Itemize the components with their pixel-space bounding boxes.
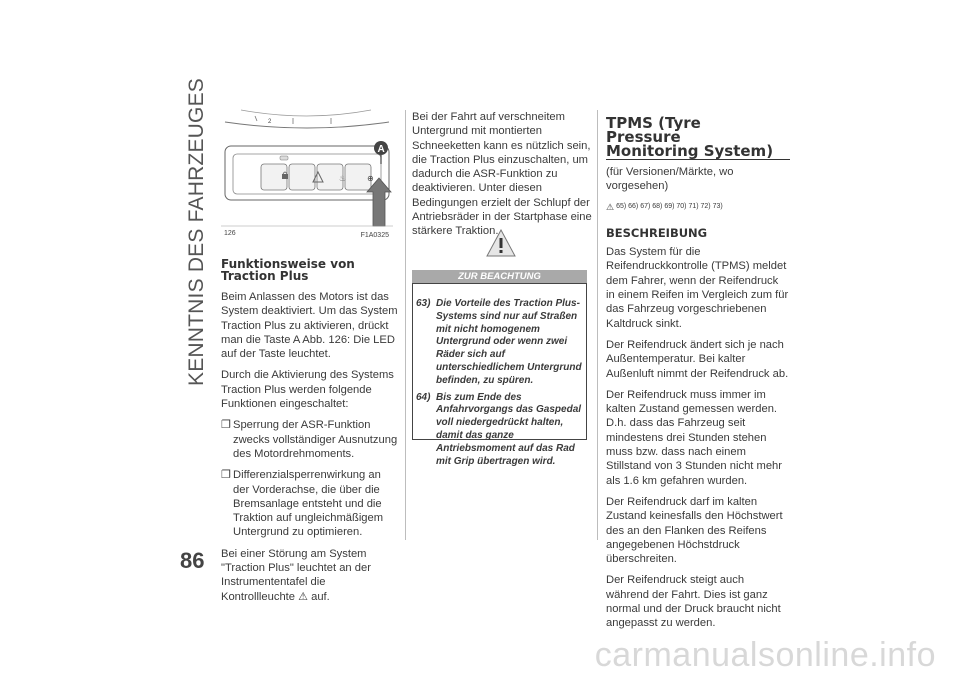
page-number: 86 <box>180 548 205 573</box>
subtitle: (für Versionen/Märkte, wo vorgesehen) <box>606 166 734 193</box>
heading-tpms: TPMS (Tyre Pressure Monitoring System) <box>606 114 774 160</box>
column-2 <box>412 110 592 246</box>
dashboard-button-illustration <box>221 108 393 242</box>
warning-list <box>416 298 586 470</box>
paragraph: Der Reifendruck ändert sich je nach Außentemperatur. Bei kalter Außenluft nimmt der Reifendruck ab. <box>606 338 789 380</box>
warning-lamp-icon: ⚠ <box>298 590 308 603</box>
list-item: ❐ Differenzialsperrenwirkung an der Vorderachse, die über die Bremsanlage entsteht und die Traktion auf ungleichmäßigem Untergrund zu optimieren. <box>221 469 384 539</box>
paragraph: Durch die Aktivierung des Systems Traction Plus werden folgende Funktionen eingeschaltet: <box>221 369 394 411</box>
section-title: BESCHREIBUNG <box>606 225 708 240</box>
warning-triangle-icon: ⚠ <box>606 201 615 212</box>
heading-traction-plus: Funktionsweise von Traction Plus <box>221 257 355 283</box>
warning-box-title: ZUR BEACHTUNG <box>412 270 587 284</box>
paragraph: Der Reifendruck muss immer im kalten Zustand gemessen werden. D.h. dass das Fahrzeug seit mindestens drei Stunden stehen muss bzw. dass nach einem Stillstand von 3 Stunden nicht mehr als 1.6 km gefahren wurden. <box>606 388 782 487</box>
dial-number: 2 <box>268 119 272 125</box>
warning-triangle-icon <box>486 229 516 257</box>
paragraph: Der Reifendruck steigt auch während der Fahrt. Dies ist ganz normal und der Druck braucht nicht angepasst zu werden. <box>606 574 781 630</box>
column-3 <box>606 116 790 638</box>
checkbox-bullet-icon: ❐ <box>221 469 231 482</box>
callout-label-a: A <box>377 144 385 155</box>
paragraph: Bei einer Störung am System "Traction Plus" leuchtet an der Instrumententafel die Kontrollleuchte ⚠ auf. <box>221 547 371 603</box>
warning-item: 63) Die Vorteile des Traction Plus-Systems sind nur auf Straßen mit nicht homogenem Untergrund oder wenn zwei Räder sich auf unterschiedlichem Untergrund befinden, zu spüren. <box>416 298 582 386</box>
side-section-title: KENNTNIS DES FAHRZEUGES <box>185 78 208 386</box>
column-divider <box>405 110 406 540</box>
paragraph: Beim Anlassen des Motors ist das System deaktiviert. Um das System Traction Plus zu aktivieren, drückt man die Taste A Abb. 126: Die LED auf der Taste leuchtet. <box>221 291 398 361</box>
paragraph: Bei der Fahrt auf verschneitem Untergrund mit montierten Schneeketten kann es nützlich sein, die Traction Plus einzuschalten, um dadurch die ASR-Funktion zu deaktivieren. Unter diesen Bedingungen erzielt der Schlupf der Antriebsräder in der Startphase eine stärkere Traktion. <box>412 111 592 238</box>
figure-126-dashboard-buttons <box>221 108 393 242</box>
paragraph: Das System für die Reifendruckkontrolle (TPMS) meldet dem Fahrer, wenn der Reifendruck in einem Reifen im Vergleich zum für das Fahrzeug vorgeschriebenen Kaltdruck sinkt. <box>606 246 789 330</box>
column-1 <box>221 258 399 611</box>
svg-text:⊕: ⊕ <box>367 174 374 183</box>
svg-text:♨: ♨ <box>339 174 347 183</box>
warning-item: 64) Bis zum Ende des Anfahrvorgangs das Gaspedal voll niedergedrückt halten, damit das ganze Antriebsmoment auf das Rad mit Grip übertragen wird. <box>416 391 582 467</box>
list-item: ❐ Sperrung der ASR-Funktion zwecks vollständiger Ausnutzung des Motordrehmoments. <box>221 419 398 460</box>
checkbox-bullet-icon: ❐ <box>221 419 231 432</box>
warning-references: ⚠ 65) 66) 67) 68) 69) 70) 71) 72) 73) <box>606 200 790 214</box>
figure-number: 126 <box>224 230 236 237</box>
watermark: carmanualsonline.info <box>594 636 936 674</box>
figure-code: F1A0325 <box>360 232 389 239</box>
paragraph: Der Reifendruck darf im kalten Zustand keinesfalls den Höchstwert des an den Flanken des Reifens angegebenen Höchstdruck überschreiten. <box>606 495 783 566</box>
column-divider <box>597 110 598 540</box>
